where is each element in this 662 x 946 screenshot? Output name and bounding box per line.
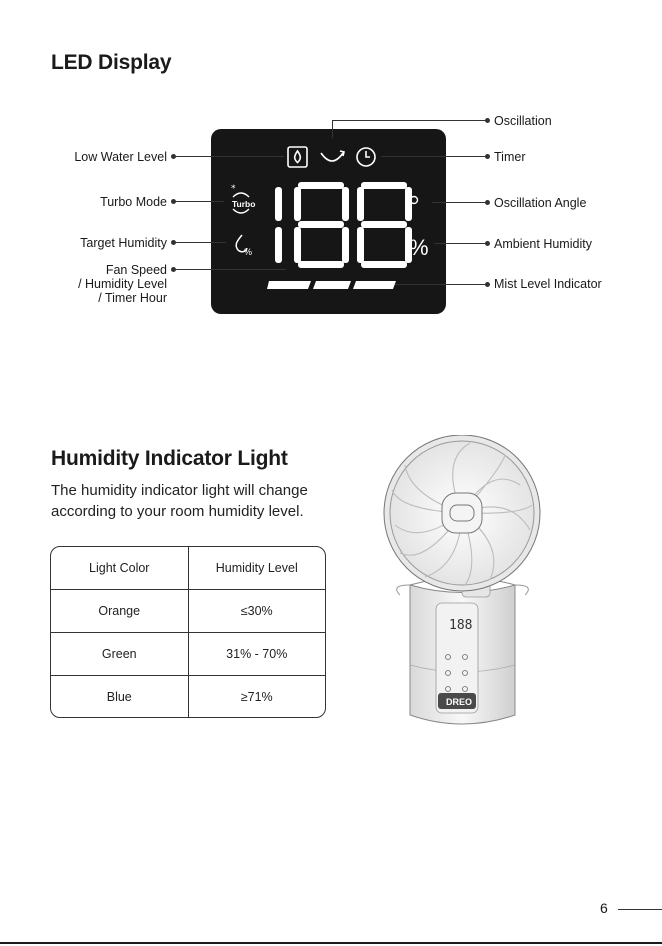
fan-head <box>384 435 540 591</box>
leader-line <box>381 156 486 157</box>
bottom-rule <box>0 942 662 944</box>
leader-line <box>174 201 224 202</box>
ambient-humidity-icon: % <box>409 235 429 260</box>
label-humidity-level: / Humidity Level <box>78 277 167 291</box>
leader-line <box>432 202 486 203</box>
led-digit-1 <box>275 187 282 263</box>
label-ambient-humidity: Ambient Humidity <box>494 237 592 251</box>
product-display-digits: 188 <box>449 618 473 633</box>
humidity-intro-text <box>51 480 341 522</box>
target-humidity-percent: % <box>244 247 253 257</box>
led-display-title: LED Display <box>51 51 172 74</box>
label-timer-hour: / Timer Hour <box>98 291 167 305</box>
humidity-table <box>50 546 326 718</box>
table-cell: Green <box>51 633 189 675</box>
svg-text:*: * <box>231 184 236 194</box>
table-header-row <box>51 547 325 589</box>
label-timer: Timer <box>494 150 526 164</box>
intro-line-2: according to your room humidity level. <box>51 503 304 520</box>
leader-line <box>174 242 226 243</box>
label-low-water-level: Low Water Level <box>74 150 167 164</box>
label-target-humidity: Target Humidity <box>80 236 167 250</box>
table-row <box>51 590 325 632</box>
target-humidity-icon <box>236 235 252 257</box>
leader-dot <box>485 200 490 205</box>
leader-line <box>332 120 486 121</box>
leader-line <box>174 156 284 157</box>
leader-line <box>434 243 486 244</box>
oscillation-icon <box>321 151 344 161</box>
led-digit-8-b <box>357 182 412 268</box>
leader-line <box>395 284 486 285</box>
leader-dot <box>485 118 490 123</box>
table-cell: 31% - 70% <box>226 647 288 661</box>
turbo-icon <box>231 184 255 213</box>
label-fan-speed: Fan Speed <box>105 263 167 277</box>
led-digit-8-a <box>294 182 349 268</box>
timer-icon <box>357 148 375 166</box>
leader-dot <box>485 241 490 246</box>
table-cell: Orange <box>51 590 189 632</box>
table-row <box>51 633 325 675</box>
page-number: 6 <box>600 900 608 916</box>
label-oscillation-angle: Oscillation Angle <box>494 196 587 210</box>
humidifier-illustration <box>370 435 555 735</box>
table-cell: ≤30% <box>240 604 273 618</box>
table-cell: Blue <box>51 676 189 717</box>
table-header-cell: Light Color <box>51 547 189 589</box>
leader-line <box>332 120 333 138</box>
table-row <box>51 676 325 717</box>
table-header-cell: Humidity Level <box>215 561 298 575</box>
label-mist-level-indicator: Mist Level Indicator <box>494 277 602 291</box>
leader-line <box>174 269 286 270</box>
leader-dot <box>485 154 490 159</box>
turbo-icon-text: Turbo <box>232 199 256 209</box>
low-water-icon <box>288 147 307 167</box>
table-cell: ≥71% <box>240 689 273 704</box>
leader-dot <box>485 282 490 287</box>
mist-level-indicator <box>267 281 396 289</box>
humidity-indicator-title: Humidity Indicator Light <box>51 447 288 470</box>
label-turbo-mode: Turbo Mode <box>100 195 167 209</box>
intro-line-1: The humidity indicator light will change <box>51 482 308 499</box>
page-number-rule <box>618 909 662 910</box>
brand-logo: DREO <box>446 697 473 707</box>
control-panel <box>436 603 478 713</box>
label-oscillation: Oscillation <box>494 114 552 128</box>
